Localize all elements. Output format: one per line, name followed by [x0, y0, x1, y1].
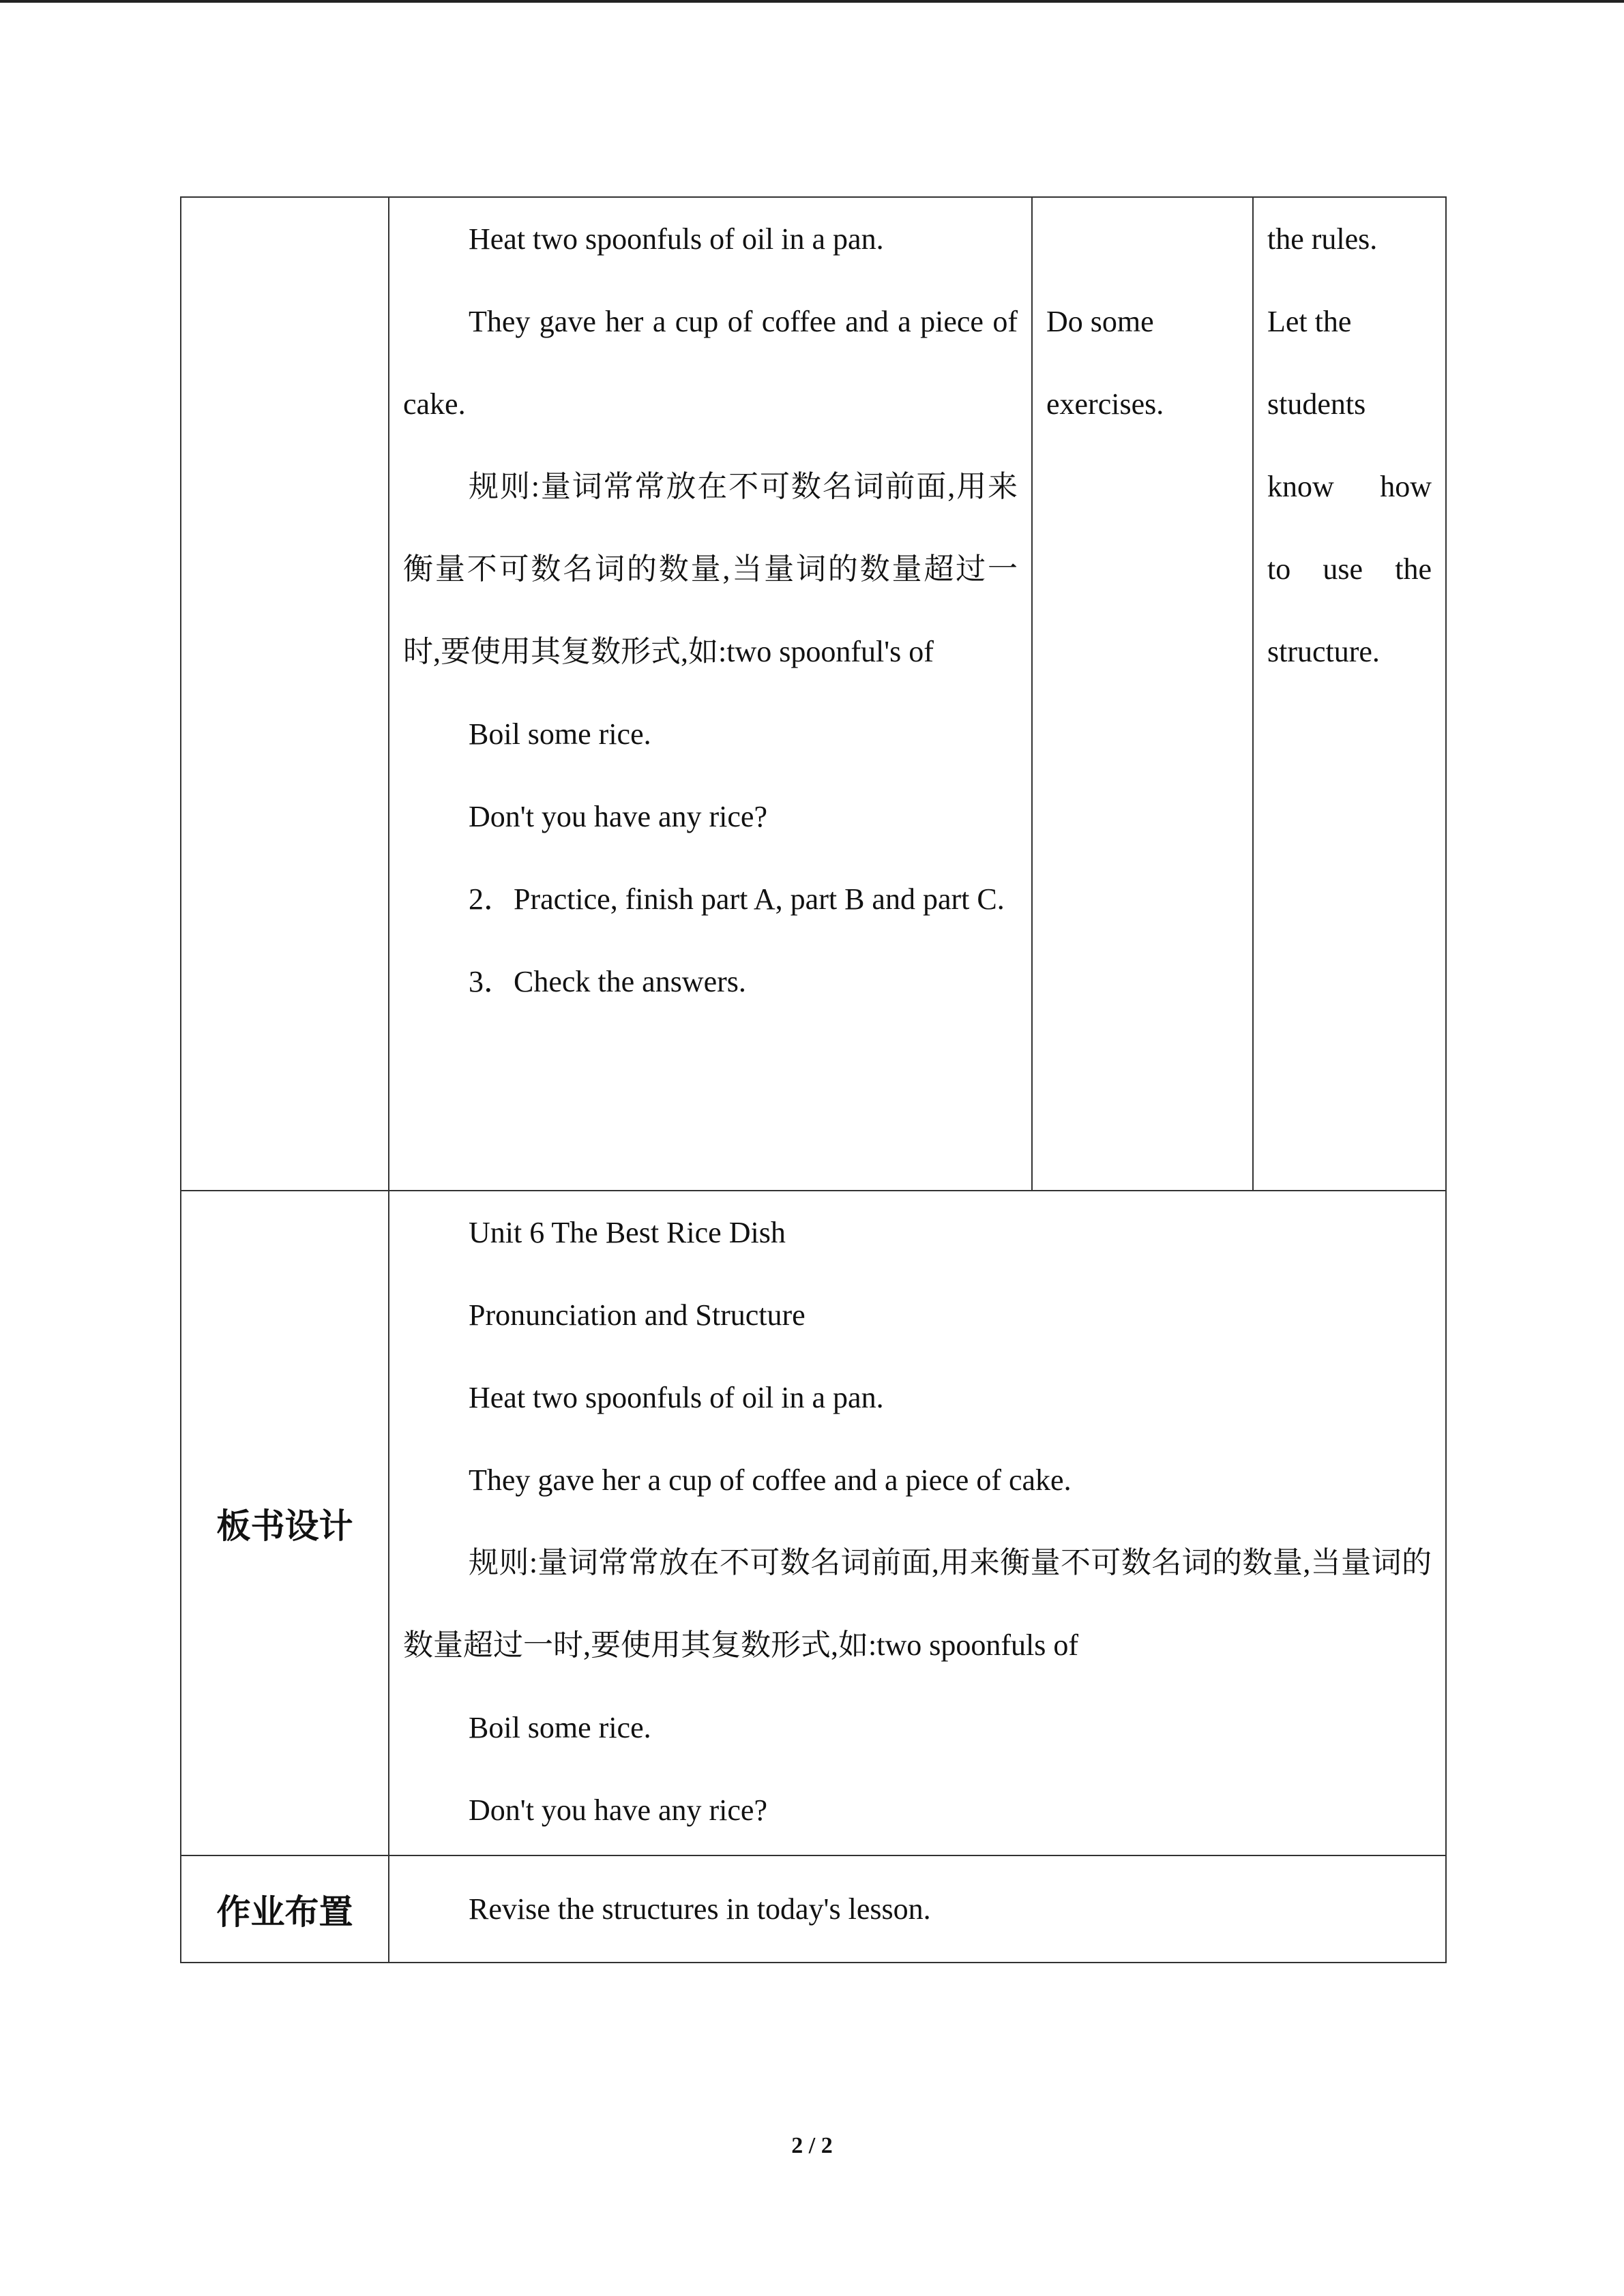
- practice-line: 2．Practice, finish part A, part B and part C.: [469, 882, 1005, 916]
- board-line: Heat two spoonfuls of oil in a pan.: [469, 1381, 884, 1414]
- student-activity-cell: [1032, 197, 1253, 1191]
- board-design-row: [181, 1191, 1446, 1855]
- content-line: They gave her a cup of coffee and a piece of cake.: [403, 305, 1018, 421]
- purpose-line: Let the: [1267, 305, 1352, 338]
- purpose-line: the rules.: [1267, 222, 1378, 256]
- content-line: Boil some rice.: [469, 717, 651, 751]
- purpose-line: to use the: [1267, 552, 1432, 586]
- student-activity-text: Do some exercises.: [1046, 305, 1164, 421]
- homework-label: 作业布置: [181, 1855, 389, 1963]
- homework-text: Revise the structures in today's lesson.: [469, 1892, 931, 1926]
- board-line: Unit 6 The Best Rice Dish: [469, 1216, 786, 1249]
- board-line: Boil some rice.: [469, 1711, 651, 1744]
- top-border-line: [0, 0, 1624, 3]
- board-line: Pronunciation and Structure: [469, 1298, 806, 1332]
- board-rule-line: 规则:量词常常放在不可数名词前面,用来衡量不可数名词的数量,当量词的数量超过一时,要使用其复数形式,如:two spoonfuls of: [403, 1546, 1432, 1662]
- purpose-cell: [1253, 197, 1446, 1191]
- check-line: 3．Check the answers.: [469, 965, 746, 998]
- rule-line: 规则:量词常常放在不可数名词前面,用来衡量不可数名词的数量,当量词的数量超过一时,要使用其复数形式,如:two spoonful's of: [403, 470, 1018, 668]
- board-line: They gave her a cup of coffee and a piece of cake.: [469, 1463, 1072, 1497]
- teacher-activity-cell: [389, 197, 1032, 1191]
- purpose-line: students: [1267, 387, 1366, 421]
- content-line: Heat two spoonfuls of oil in a pan.: [469, 222, 884, 256]
- homework-row: [181, 1855, 1446, 1963]
- teaching-steps-row: [181, 197, 1446, 1191]
- board-line: Don't you have any rice?: [469, 1793, 767, 1827]
- purpose-line: structure.: [1267, 635, 1380, 668]
- lesson-plan-table: [180, 196, 1447, 1963]
- homework-content: [389, 1855, 1446, 1963]
- page-number: 2 / 2: [791, 2133, 833, 2158]
- purpose-line: know how: [1267, 470, 1432, 503]
- content-line: Don't you have any rice?: [469, 800, 767, 833]
- board-design-content: [389, 1191, 1446, 1855]
- board-design-label: 板书设计: [181, 1191, 389, 1855]
- blank-label-cell: [181, 197, 389, 1191]
